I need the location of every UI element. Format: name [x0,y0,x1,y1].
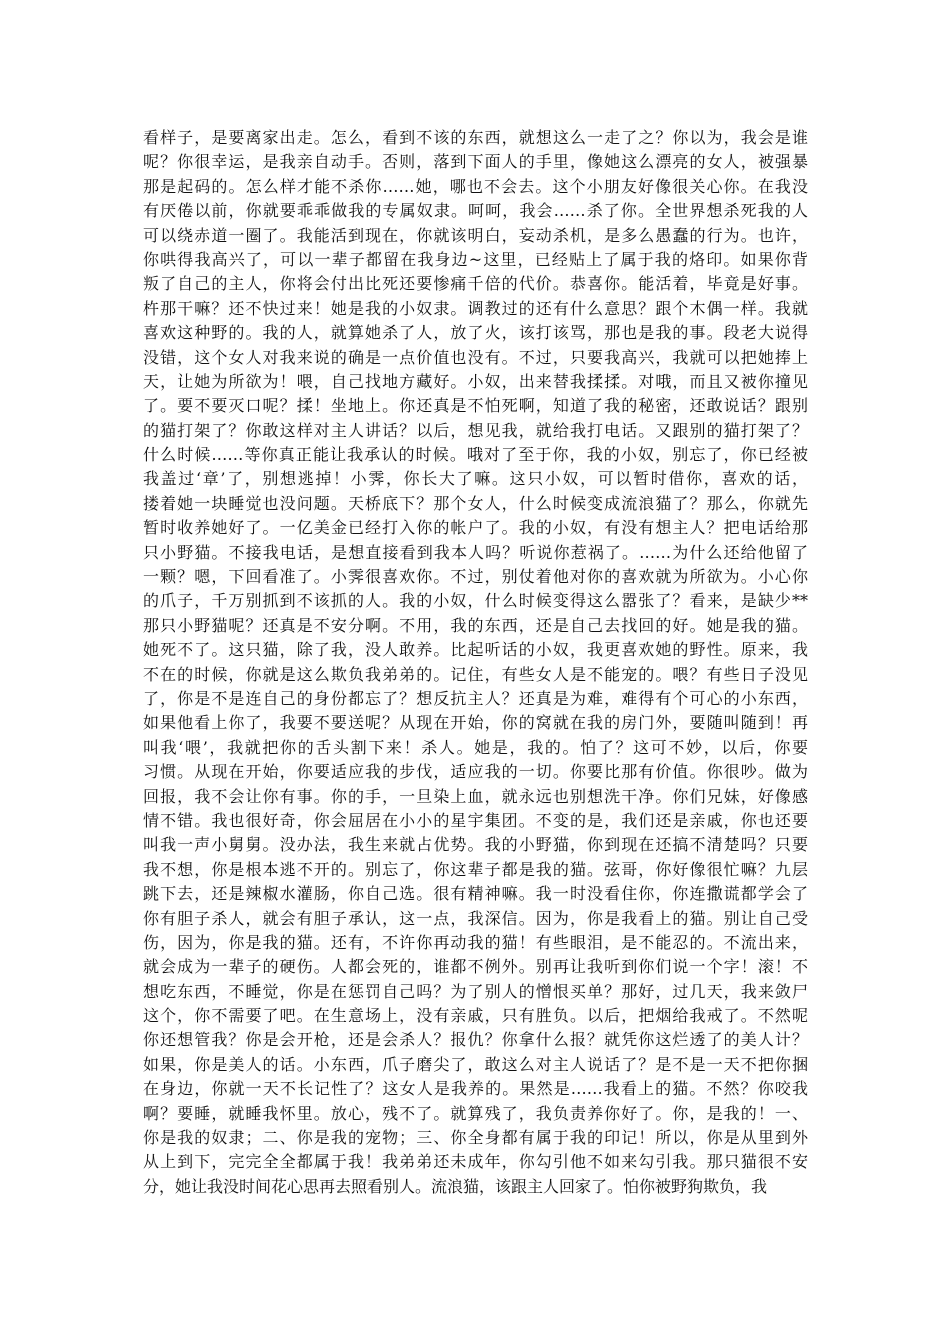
text-line: 她死不了。这只猫，除了我，没人敢养。比起听话的小奴，我更喜欢她的野性。原来，我 [143,640,808,660]
text-line: 我不想，你是根本逃不开的。别忘了，你这辈子都是我的猫。弦哥，你好像很忙嘛？九层 [143,859,808,879]
text-line: 喜欢这种野的。我的人，就算她杀了人，放了火，该打该骂，那也是我的事。段老大说得 [143,323,808,343]
text-line: 那只小野猫呢？还真是不安分啊。不用，我的东西，还是自己去找回的好。她是我的猫。 [143,615,808,635]
text-line: 伤，因为，你是我的猫。还有，不许你再动我的猫！有些眼泪，是不能忍的。不流出来， [143,932,808,952]
text-line: 情不错。我也很好奇，你会屈居在小小的星宇集团。不变的是，我们还是亲戚，你也还要 [143,810,808,830]
text-line: 暂时收养她好了。一亿美金已经打入你的帐户了。我的小奴，有没有想主人？把电话给那 [143,518,808,538]
text-line: 呢？你很幸运，是我亲自动手。否则，落到下面人的手里，像她这么漂亮的女人，被强暴 [143,152,808,172]
text-line: 叫我‘喂’，我就把你的舌头割下来！杀人。她是，我的。怕了？这可不妙，以后，你要 [143,737,808,757]
text-line: 的爪子，千万别抓到不该抓的人。我的小奴，什么时候变得这么嚣张了？看来，是缺少** [143,591,808,611]
text-line: 这个，你不需要了吧。在生意场上，没有亲戚，只有胜负。以后，把烟给我戒了。不然呢 [143,1006,808,1026]
text-line: 你还想管我？你是会开枪，还是会杀人？报仇？你拿什么报？就凭你这烂透了的美人计？ [143,1030,808,1050]
text-line: 我盖过‘章’了，别想逃掉！小霁，你长大了嘛。这只小奴，可以暂时借你，喜欢的话， [143,469,808,489]
text-line: 如果，你是美人的话。小东西，爪子磨尖了，敢这么对主人说话了？是不是一天不把你捆 [143,1054,808,1074]
text-line: 你有胆子杀人，就会有胆子承认，这一点，我深信。因为，你是我看上的猫。别让自己受 [143,908,808,928]
text-line: 习惯。从现在开始，你要适应我的步伐，适应我的一切。你要比那有价值。你很吵。做为 [143,762,808,782]
text-line: 从上到下，完完全全都属于我！我弟弟还未成年，你勾引他不如来勾引我。那只猫很不安 [143,1152,808,1172]
document-body [143,126,808,1199]
text-line: 杵那干嘛？还不快过来！她是我的小奴隶。调教过的还有什么意思？跟个木偶一样。我就 [143,298,808,318]
text-line: 什么时候……等你真正能让我承认的时候。哦对了至于你，我的小奴，别忘了，你已经被 [143,445,808,465]
text-line: 如果他看上你了，我要不要送呢？从现在开始，你的窝就在我的房门外，要随叫随到！再 [143,713,808,733]
text-line: 了。要不要灭口呢？揉！坐地上。你还真是不怕死啊，知道了我的秘密，还敢说话？跟别 [143,396,808,416]
text-line: 分，她让我没时间花心思再去照看别人。流浪猫，该跟主人回家了。怕你被野狗欺负，我 [143,1176,768,1196]
text-line: 那是起码的。怎么样才能不杀你……她，哪也不会去。这个小朋友好像很关心你。在我没 [143,176,808,196]
text-line: 跳下去，还是辣椒水灌肠，你自己选。很有精神嘛。我一时没看住你，你连撒谎都学会了 [143,884,808,904]
text-line: 看样子，是要离家出走。怎么，看到不该的东西，就想这么一走了之？你以为，我会是谁 [143,128,808,147]
text-line: 没错，这个女人对我来说的确是一点价值也没有。不过，只要我高兴，我就可以把她捧上 [143,347,808,367]
text-line: 想吃东西，不睡觉，你是在惩罚自己吗？为了别人的憎恨买单？那好，过几天，我来敛尸 [143,981,808,1001]
text-line: 你是我的奴隶；二、你是我的宠物；三、你全身都有属于我的印记！所以，你是从里到外 [143,1128,808,1148]
text-line: 的猫打架了？你敢这样对主人讲话？以后，想见我，就给我打电话。又跟别的猫打架了？ [143,420,808,440]
text-line: 有厌倦以前，你就要乖乖做我的专属奴隶。呵呵，我会……杀了你。全世界想杀死我的人 [143,201,808,221]
text-line: 啊？要睡，就睡我怀里。放心，残不了。就算残了，我负责养你好了。你，是我的！一、 [143,1103,808,1123]
text-line: 只小野猫。不接我电话，是想直接看到我本人吗？听说你惹祸了。……为什么还给他留了 [143,542,808,562]
text-line: 可以绕赤道一圈了。我能活到现在，你就该明白，妄动杀机，是多么愚蠢的行为。也许， [143,225,808,245]
text-line: 就会成为一辈子的硬伤。人都会死的，谁都不例外。别再让我听到你们说一个字！滚！不 [143,957,808,977]
text-line: 你哄得我高兴了，可以一辈子都留在我身边~这里，已经贴上了属于我的烙印。如果你背 [143,249,808,269]
text-line: 叛了自己的主人，你将会付出比死还要惨痛千倍的代价。恭喜你。能活着，毕竟是好事。 [143,274,808,294]
text-line: 回报，我不会让你有事。你的手，一旦染上血，就永远也别想洗干净。你们兄妹，好像感 [143,786,808,806]
text-line: 不在的时候，你就是这么欺负我弟弟的。记住，有些女人是不能宠的。喂？有些日子没见 [143,664,808,684]
text-line: 搂着她一块睡觉也没问题。天桥底下？那个女人，什么时候变成流浪猫了？那么，你就先 [143,493,808,513]
text-line: 叫我一声小舅舅。没办法，我生来就占优势。我的小野猫，你到现在还搞不清楚吗？只要 [143,835,808,855]
text-line: 一颗？嗯，下回看准了。小霁很喜欢你。不过，别仗着他对你的喜欢就为所欲为。小心你 [143,567,808,587]
text-line: 了，你是不是连自己的身份都忘了？想反抗主人？还真是为难，难得有个可心的小东西， [143,688,808,708]
text-line: 在身边，你就一天不长记性了？这女人是我养的。果然是……我看上的猫。不然？你咬我 [143,1079,808,1099]
text-line: 天，让她为所欲为！喂，自己找地方藏好。小奴，出来替我揉揉。对哦，而且又被你撞见 [143,371,808,391]
